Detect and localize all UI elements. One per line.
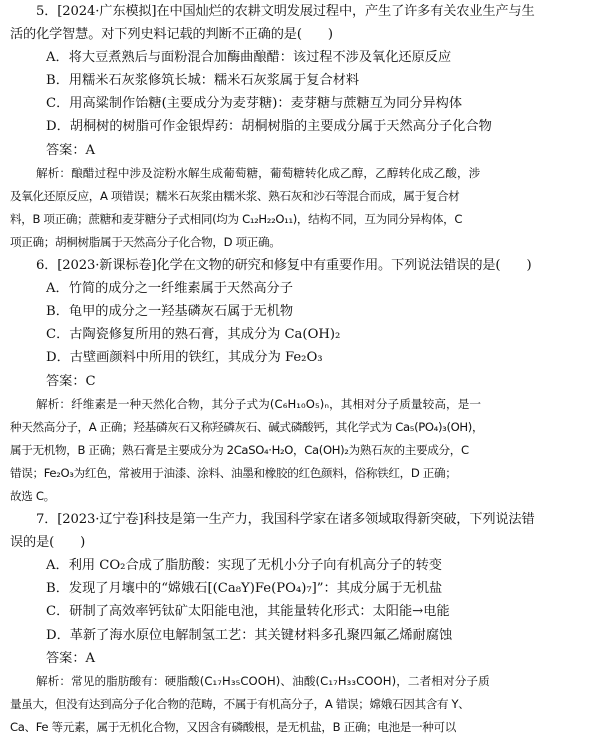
explanation-line: 解析：酿醋过程中涉及淀粉水解生成葡萄糖，葡萄糖转化成乙醇，乙醇转化成乙酸，涉 [36, 165, 481, 180]
question-stem-continued: 活的化学智慧。对下列史料记载的判断不正确的是( ) [10, 27, 333, 43]
answer-option: C．用高粱制作饴糖(主要成分为麦芽糖)：麦芽糖与蔗糖互为同分异构体 [46, 96, 463, 112]
answer-option: D．胡桐树的树脂可作金银焊药：胡桐树脂的主要成分属于天然高分子化合物 [46, 119, 492, 135]
document-page [10, 0, 600, 739]
answer-option: C．古陶瓷修复所用的熟石膏，其成分为 Ca(OH)₂ [46, 327, 341, 343]
answer-key: 答案：A [46, 142, 96, 158]
question-stem-line: 5．[2024·广东模拟]在中国灿烂的农耕文明发展过程中，产生了许多有关农业生产与生 [36, 4, 535, 19]
explanation-line: 错误；Fe₂O₃为红色，常被用于油漆、涂料、油墨和橡胶的红色颜料，俗称铁红，D 正确； [10, 465, 457, 480]
question-stem-line: 7．[2023·辽宁卷]科技是第一生产力，我国科学家在诸多领域取得新突破，下列说法错 [36, 512, 535, 528]
explanation-line: Ca、Fe 等元素，属于无机化合物，又因含有磷酸根，是无机盐，B 正确；电池是一种可以 [10, 719, 457, 734]
explanation-line: 料，B 项正确；蔗糖和麦芽糖分子式相同(均为 C₁₂H₂₂O₁₁)，结构不同，互为同分异构体，C [10, 211, 463, 226]
answer-option: A．将大豆煮熟后与面粉混合加酶曲酿醋：该过程不涉及氧化还原反应 [46, 50, 452, 66]
answer-key: 答案：A [46, 650, 96, 666]
question-stem-line: 6．[2023·新课标卷]化学在文物的研究和修复中有重要作用。下列说法错误的是( ) [36, 258, 532, 274]
explanation-line: 属于无机物，B 正确；熟石膏是主要成分为 2CaSO₄·H₂O，Ca(OH)₂为熟石灰的主要成分，C [10, 442, 469, 457]
explanation-line: 故选 C。 [10, 488, 55, 503]
answer-option: C．研制了高效率钙钛矿太阳能电池，其能量转化形式：太阳能→电能 [46, 604, 450, 620]
answer-option: D．革新了海水原位电解制氢工艺：其关键材料多孔聚四氟乙烯耐腐蚀 [46, 627, 453, 643]
answer-option: A．利用 CO₂合成了脂肪酸：实现了无机小分子向有机高分子的转变 [46, 558, 442, 574]
explanation-line: 种天然高分子，A 正确；羟基磷灰石又称羟磷灰石、碱式磷酸钙，其化学式为 Ca₅(PO₄)₃(OH)， [10, 419, 484, 434]
question-stem-continued: 误的是( ) [10, 535, 86, 551]
answer-option: D．古壁画颜料中所用的铁红，其成分为 Fe₂O₃ [46, 350, 323, 366]
explanation-line: 解析：常见的脂肪酸有：硬脂酸(C₁₇H₃₅COOH)、油酸(C₁₇H₃₃COOH)，二者相对分子质 [36, 673, 490, 688]
answer-option: B．用糯米石灰浆修筑长城：糯米石灰浆属于复合材料 [46, 73, 360, 89]
answer-option: A．竹简的成分之一纤维素属于天然高分子 [46, 281, 293, 297]
answer-option: B．龟甲的成分之一羟基磷灰石属于无机物 [46, 304, 294, 320]
explanation-line: 项正确；胡桐树脂属于天然高分子化合物，D 项正确。 [10, 234, 281, 249]
explanation-line: 量虽大，但没有达到高分子化合物的范畴，不属于有机高分子，A 错误；嫦娥石因其含有 Y、 [10, 696, 470, 711]
answer-option: B．发现了月壤中的“嫦娥石[(Ca₈Y)Fe(PO₄)₇]”：其成分属于无机盐 [46, 581, 443, 597]
explanation-line: 解析：纤维素是一种天然化合物，其分子式为(C₆H₁₀O₅)ₙ，其相对分子质量较高，是一 [36, 396, 482, 411]
answer-key: 答案：C [46, 373, 96, 389]
explanation-line: 及氧化还原反应，A 项错误；糯米石灰浆由糯米浆、熟石灰和沙石等混合而成，属于复合材 [10, 188, 460, 203]
